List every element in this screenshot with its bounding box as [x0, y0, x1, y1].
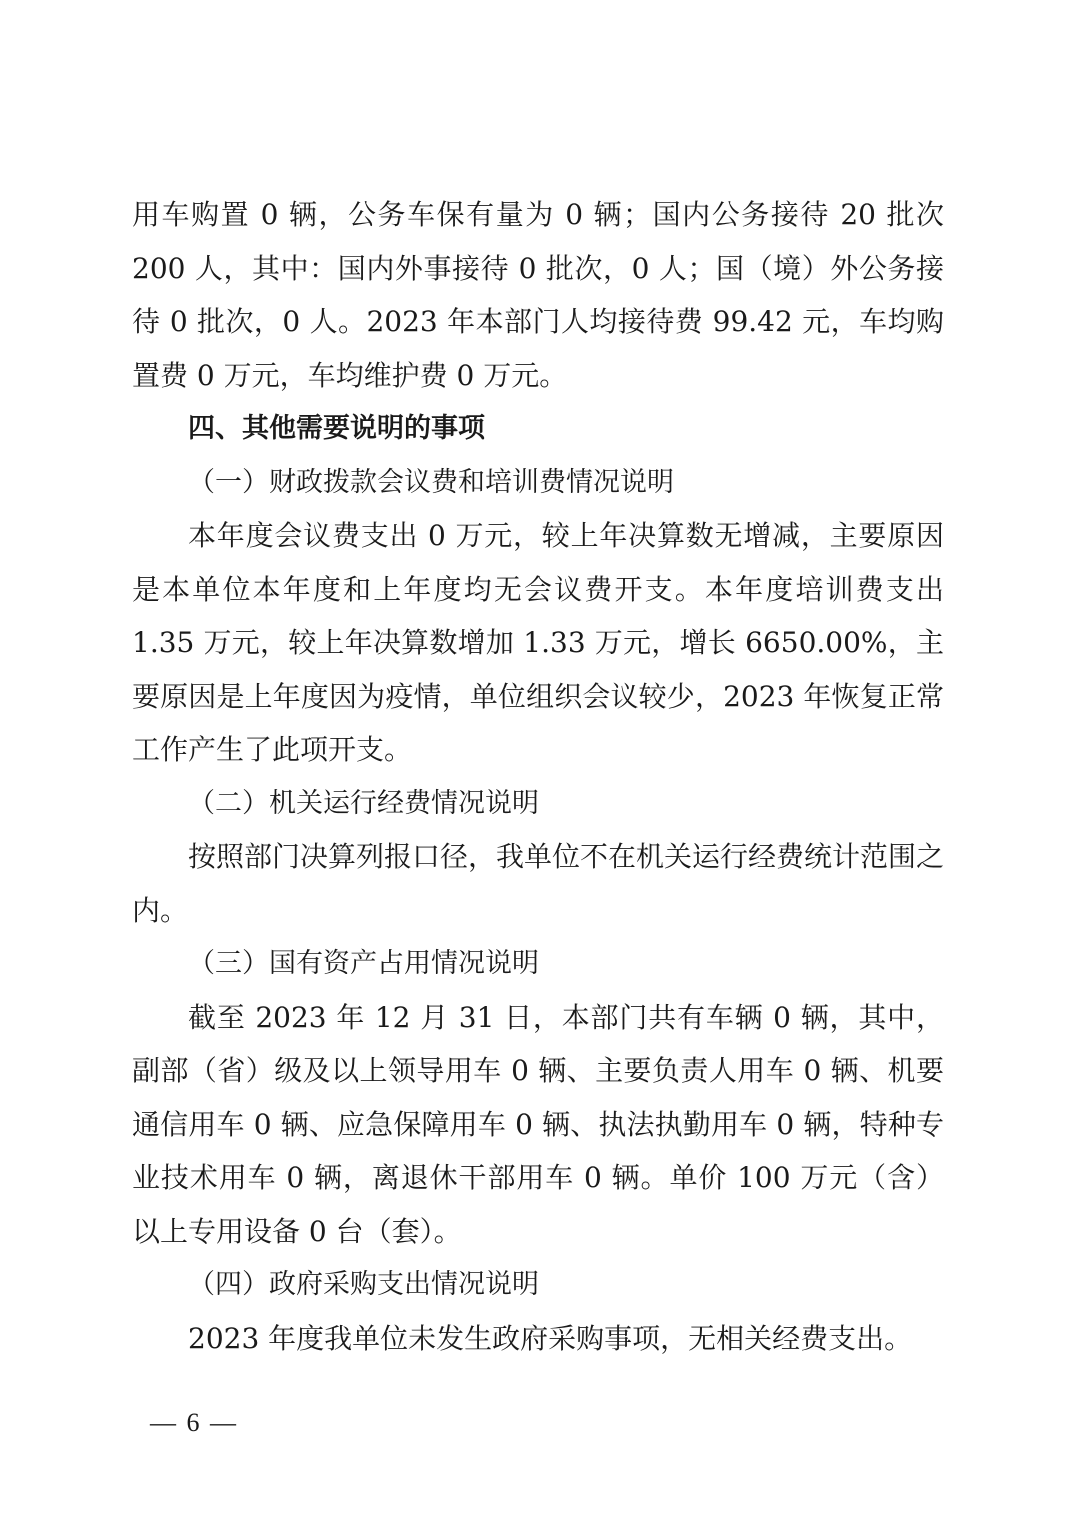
subheading-state-assets: （三）国有资产占用情况说明 — [188, 948, 539, 979]
subheading-meeting-training: （一）财政拨款会议费和培训费情况说明 — [188, 466, 674, 498]
page-number: — 6 — — [150, 1408, 238, 1437]
section-heading-other-matters: 四、其他需要说明的事项 — [188, 413, 485, 444]
paragraph-vehicle-reception: 用车购置 0 辆，公务车保有量为 0 辆；国内公务接待 20 批次 200 人，其中：国内外事接待 0 批次，0 人；国（境）外公务接待 0 批次，0 人。2023 年本部门人均接待费 99.42 元，车均购置费 0 万元，车均维护费 0 万元。 — [132, 198, 944, 392]
paragraph-operating-expenses: 按照部门决算列报口径，我单位不在机关运行经费统计范围之内。 — [132, 840, 945, 927]
paragraph-state-assets: 截至 2023 年 12 月 31 日，本部门共有车辆 0 辆，其中，副部（省）级及以上领导用车 0 辆、主要负责人用车 0 辆、机要通信用车 0 辆、应急保障用车 0 辆、执法执勤用车 0 辆，特种专业技术用车 0 辆，离退休干部用车 0 辆。单价 100 万元（含）以上专用设备 0 台（套）。 — [132, 1000, 944, 1248]
paragraph-procurement: 2023 年度我单位未发生政府采购事项，无相关经费支出。 — [188, 1321, 913, 1355]
subheading-operating-expenses: （二）机关运行经费情况说明 — [188, 787, 539, 819]
document-body — [132, 188, 944, 1365]
paragraph-meeting-training: 本年度会议费支出 0 万元，较上年决算数无增减，主要原因是本单位本年度和上年度均无会议费开支。本年度培训费支出 1.35 万元，较上年决算数增加 1.33 万元，增长 6650.00%，主要原因是上年度因为疫情，单位组织会议较少，2023 年恢复正常工作产生了此项开支。 — [132, 519, 944, 766]
subheading-procurement: （四）政府采购支出情况说明 — [188, 1269, 539, 1300]
